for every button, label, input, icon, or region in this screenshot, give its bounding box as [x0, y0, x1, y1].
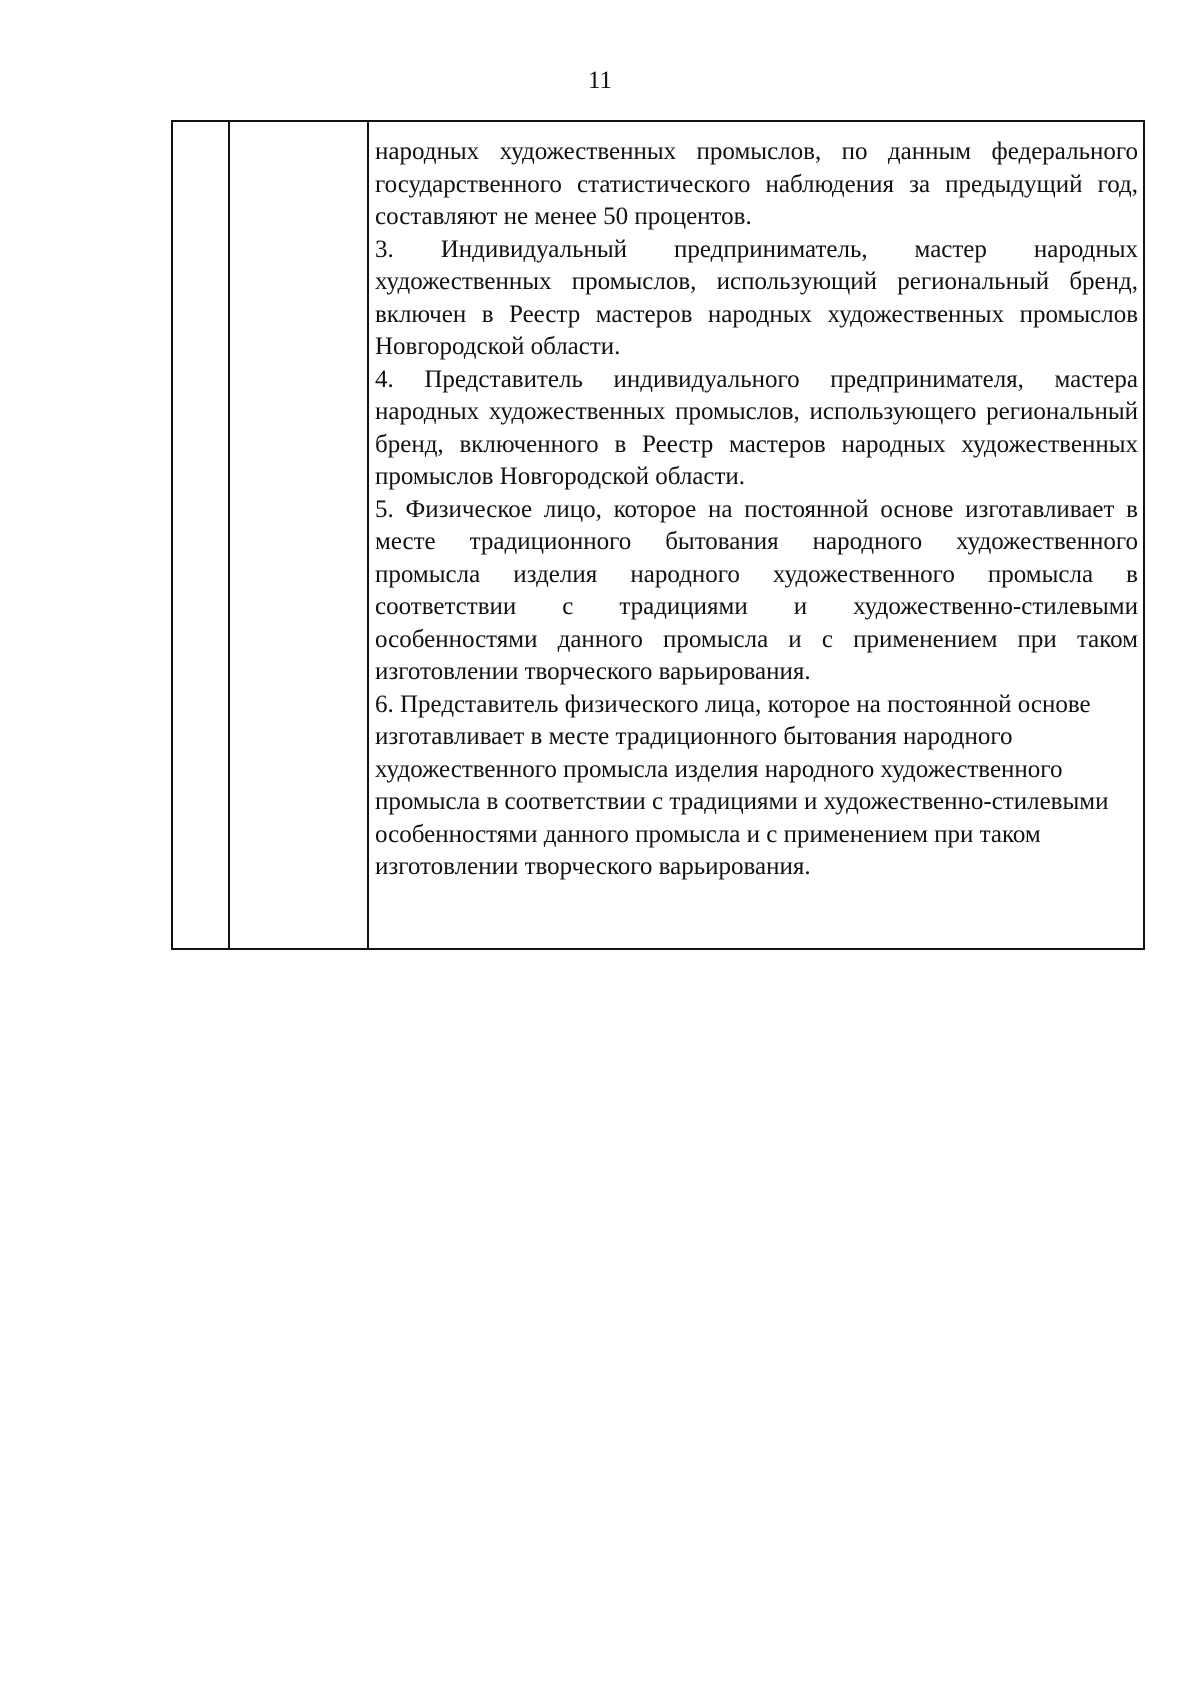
table-text-cell [375, 136, 1138, 884]
table-column-divider-2 [367, 122, 369, 948]
paragraph-item-4: 4. Представитель индивидуального предпринимателя, мастера народных художественных промыслов, использующего региональный бренд, включенного в Реестр мастеров народных художественных промыслов Новгородской области. [375, 365, 1138, 490]
paragraph-item-6: 6. Представитель физического лица, которое на постоянной основе изготавливает в месте традиционного бытования народного художественного промысла изделия народного художественного промысла в соответствии с традициями и художественно-стилевыми особенностями данного промысла и с применением при таком изготовлении творческого варьирования. [375, 690, 1109, 880]
page-number: 11 [587, 67, 613, 94]
paragraph-item-3: 3. Индивидуальный предприниматель, мастер народных художественных промыслов, использующий региональный бренд, включен в Реестр мастеров народных художественных промыслов Новгородской области. [375, 235, 1138, 360]
paragraph-continuation: народных художественных промыслов, по данным федерального государственного статистического наблюдения за предыдущий год, составляют не менее 50 процентов. [375, 138, 1138, 230]
document-table [171, 120, 1145, 950]
paragraph-item-5: 5. Физическое лицо, которое на постоянной основе изготавливает в месте традиционного бытования народного художественного промысла изделия народного художественного промысла в соответствии с традициями и художественно-стилевыми особенностями данного промысла и с применением при таком изготовлении творческого варьирования. [375, 495, 1138, 685]
table-column-divider-1 [228, 122, 230, 948]
